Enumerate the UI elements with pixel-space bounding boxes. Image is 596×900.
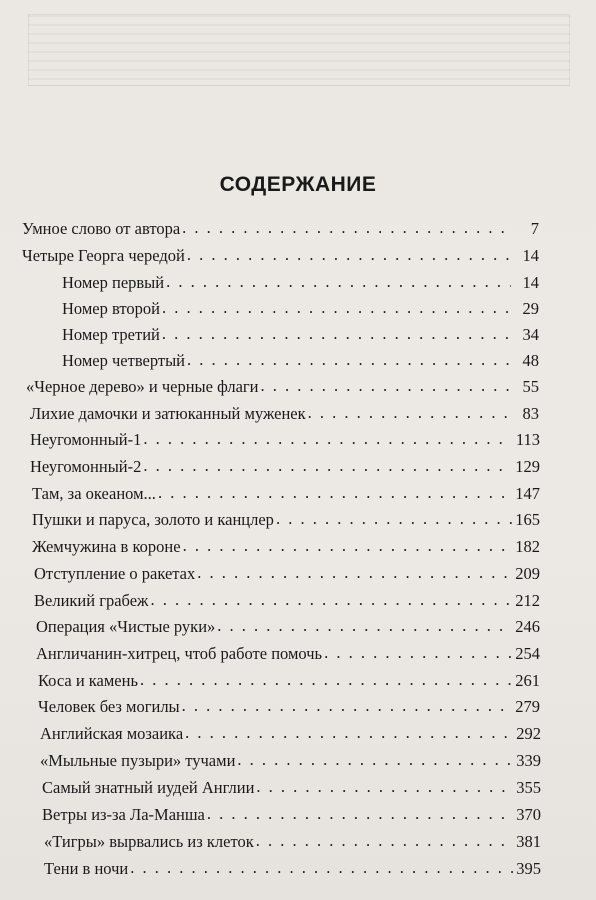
dot-leader	[166, 272, 511, 292]
toc-entry-page: 395	[516, 859, 541, 878]
toc-entry	[42, 778, 541, 798]
toc-entry-page: 254	[515, 644, 540, 663]
toc-entry-title: «Тигры» вырвались из клеток	[44, 832, 254, 851]
toc-entry	[42, 805, 541, 825]
toc-entry-title: Неугомонный-2	[30, 457, 142, 476]
dot-leader	[162, 324, 511, 344]
toc-entry	[30, 404, 539, 424]
dot-leader	[150, 590, 512, 610]
toc-entry	[44, 859, 541, 879]
dot-leader	[183, 536, 512, 556]
toc-entry-title: Человек без могилы	[38, 697, 180, 716]
toc-entry-page: 370	[516, 805, 541, 824]
dot-leader	[207, 804, 513, 824]
toc-entry	[32, 484, 540, 504]
toc-entry	[30, 457, 540, 477]
toc-entry-title: Неугомонный-1	[30, 430, 142, 449]
dot-leader	[308, 403, 511, 423]
toc-entry-page: 381	[516, 832, 541, 851]
toc-entry	[36, 617, 540, 637]
toc-entry	[34, 591, 540, 611]
dot-leader	[217, 616, 512, 636]
contents-heading: СОДЕРЖАНИЕ	[219, 173, 377, 196]
dot-leader	[256, 831, 513, 851]
toc-entry-title: Номер третий	[62, 325, 160, 344]
toc-entry-title: Лихие дамочки и затюканный муженек	[30, 404, 306, 423]
toc-entry-page: 246	[515, 617, 540, 636]
toc-entry-page: 34	[522, 325, 539, 344]
toc-entry	[34, 564, 540, 584]
toc-entry	[44, 832, 541, 852]
toc-entry	[30, 430, 540, 450]
toc-entry-page: 182	[515, 537, 540, 556]
dot-leader	[182, 218, 511, 238]
dot-leader	[143, 456, 512, 476]
toc-entry	[62, 325, 539, 345]
toc-entry	[32, 510, 540, 530]
dot-leader	[187, 350, 511, 370]
toc-entry	[40, 724, 541, 744]
toc-entry-page: 209	[515, 564, 540, 583]
dot-leader	[256, 777, 513, 797]
toc-entry-title: Номер первый	[62, 273, 165, 292]
toc-entry-title: Коса и камень	[38, 671, 138, 690]
toc-entry-page: 165	[515, 510, 540, 529]
toc-entry-title: Отступление о ракетах	[34, 564, 196, 583]
toc-entry	[22, 219, 539, 239]
toc-entry-title: Номер второй	[62, 299, 160, 318]
dot-leader	[158, 483, 512, 503]
toc-entry-page: 83	[522, 404, 539, 423]
dot-leader	[162, 298, 511, 318]
toc-entry	[62, 299, 539, 319]
dot-leader	[261, 376, 512, 396]
toc-entry-page: 55	[522, 377, 539, 396]
dot-leader	[276, 509, 512, 529]
toc-entry-title: Умное слово от автора	[22, 219, 181, 238]
toc-entry-page: 212	[515, 591, 540, 610]
toc-entry-page: 14	[522, 246, 539, 265]
toc-entry	[26, 377, 539, 397]
toc-entry-page: 292	[516, 724, 541, 743]
toc-entry	[22, 246, 539, 266]
dot-leader	[197, 563, 512, 583]
toc-entry	[32, 537, 540, 557]
toc-entry-page: 355	[516, 778, 541, 797]
toc-entry	[36, 644, 540, 664]
toc-entry-title: Ветры из-за Ла-Манша	[42, 805, 205, 824]
toc-entry-page: 29	[522, 299, 539, 318]
toc-entry-title: Там, за океаном...	[32, 484, 156, 503]
dot-leader	[182, 696, 512, 716]
dot-leader	[140, 670, 512, 690]
dot-leader	[187, 245, 511, 265]
toc-entry-page: 261	[515, 671, 540, 690]
dot-leader	[324, 643, 512, 663]
toc-entry	[62, 351, 539, 371]
toc-entry-title: Тени в ночи	[44, 859, 129, 878]
toc-entry-title: Великий грабеж	[34, 591, 149, 610]
toc-entry-page: 147	[515, 484, 540, 503]
dot-leader	[237, 750, 513, 770]
toc-entry-page: 339	[516, 751, 541, 770]
toc-entry	[38, 697, 540, 717]
toc-entry-title: «Черное дерево» и черные флаги	[26, 377, 259, 396]
toc-entry	[38, 671, 540, 691]
toc-entry-title: «Мыльные пузыри» тучами	[40, 751, 236, 770]
toc-entry-page: 7	[530, 219, 539, 238]
dot-leader	[130, 858, 513, 878]
toc-entry-title: Англичанин-хитрец, чтоб работе помочь	[36, 644, 323, 663]
toc-entry-page: 279	[515, 697, 540, 716]
toc-entry-title: Английская мозаика	[40, 724, 184, 743]
toc-entry-page: 113	[515, 430, 540, 449]
toc-entry-page: 48	[522, 351, 539, 370]
toc-entry-title: Четыре Георга чередой	[22, 246, 185, 265]
dot-leader	[143, 429, 512, 449]
toc-entry-title: Операция «Чистые руки»	[36, 617, 216, 636]
toc-entry-page: 129	[515, 457, 540, 476]
dot-leader	[185, 723, 513, 743]
toc-entry-title: Номер четвертый	[62, 351, 186, 370]
toc-entry-title: Пушки и паруса, золото и канцлер	[32, 510, 274, 529]
toc-entry-page: 14	[522, 273, 539, 292]
toc-entry	[62, 273, 539, 293]
toc-entry	[40, 751, 541, 771]
toc-entry-title: Самый знатный иудей Англии	[42, 778, 255, 797]
toc-entry-title: Жемчужина в короне	[32, 537, 181, 556]
